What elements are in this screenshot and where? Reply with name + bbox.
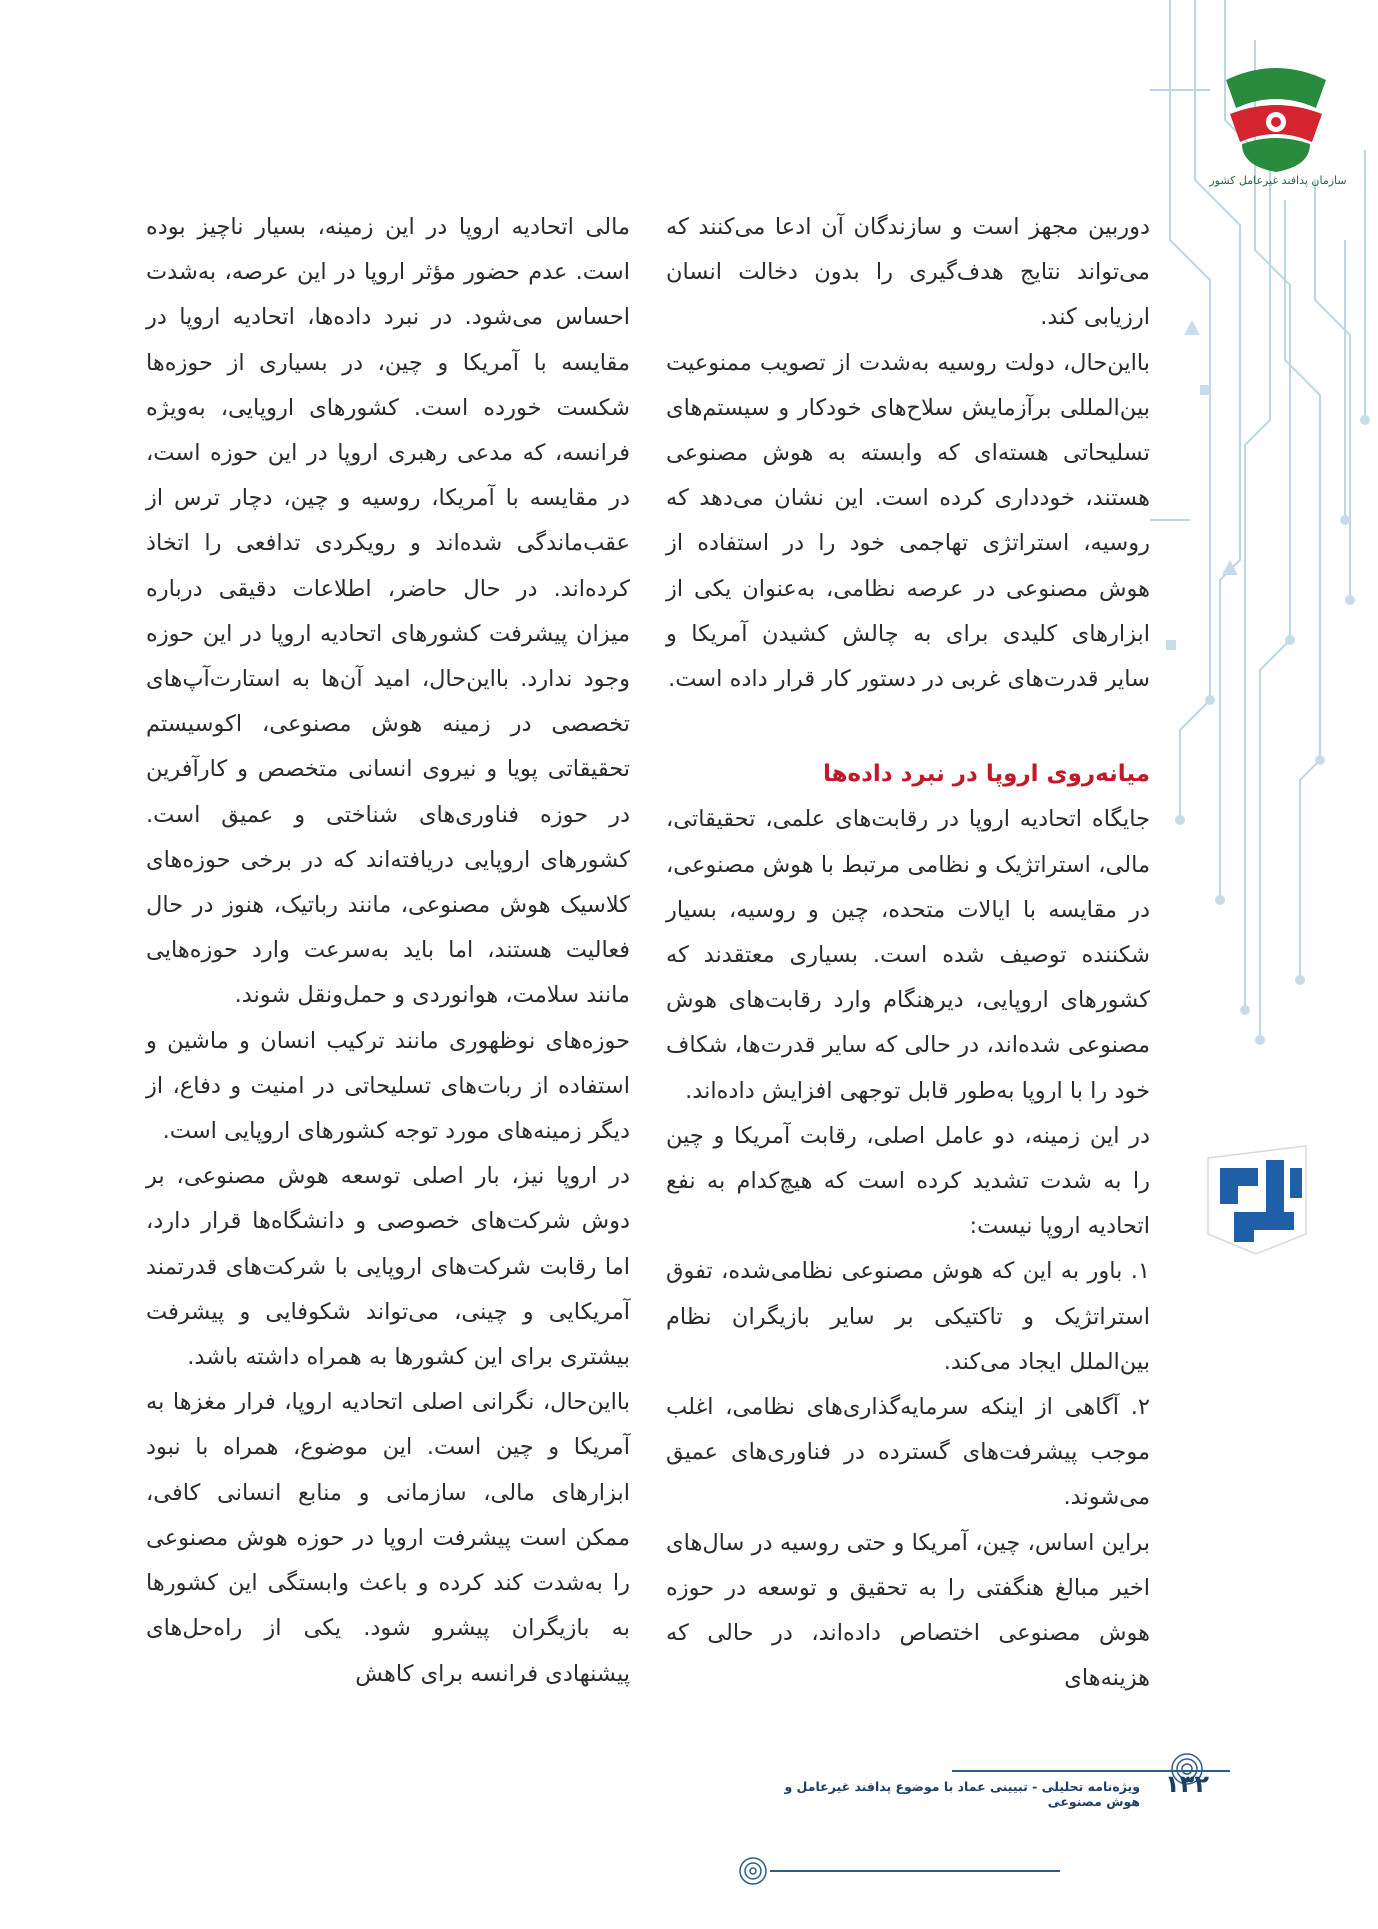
footer-concentric-circles-icon-2 xyxy=(738,1856,768,1886)
paragraph: بااین‌حال، نگرانی اصلی اتحادیه اروپا، فرار مغزها به آمریکا و چین است. این موضوع، همراه با نبود ابزارهای مالی، سازمانی و منابع انسانی کافی، ممکن است پیشرفت اروپا در حوزه هوش مصنوعی را به‌شدت کند کرده و باعث وابستگی این کشورها به بازیگران پیشرو شود. یکی از راه‌حل‌های پیشنهادی فرانسه برای کاهش xyxy=(146,1389,630,1687)
paragraph: در اروپا نیز، بار اصلی توسعه هوش مصنوعی، بر دوش شرکت‌های خصوصی و دانشگاه‌ها قرار دارد، اما رقابت شرکت‌های اروپایی با شرکت‌های قدرتمند آمریکایی و چینی، می‌تواند شکوفایی و پیشرفت بیشتری برای این کشورها به همراه داشته باشد. xyxy=(146,1163,630,1371)
section-heading: میانه‌روی اروپا در نبرد داده‌ها xyxy=(822,761,1150,788)
paragraph: در این زمینه، دو عامل اصلی، رقابت آمریکا و چین را به شدت تشدید کرده است که هیچ‌کدام به نفع اتحادیه اروپا نیست: xyxy=(666,1122,1150,1240)
page-number: ۱۳۲ xyxy=(1165,1770,1209,1798)
left-text-column xyxy=(146,205,630,1697)
paragraph: براین اساس، چین، آمریکا و حتی روسیه در سال‌های اخیر مبالغ هنگفتی را به تحقیق و توسعه در حوزه هوش مصنوعی اختصاص داده‌اند، در حالی که هزینه‌های xyxy=(666,1529,1150,1692)
list-item: ۱. باور به این که هوش مصنوعی نظامی‌شده، تفوق استراتژیک و تاکتیکی بر سایر بازیگران نظام بین‌الملل ایجاد می‌کند. xyxy=(666,1258,1150,1375)
list-item: ۲. آگاهی از اینکه سرمایه‌گذاری‌های نظامی، اغلب موجب پیشرفت‌های گسترده در فناوری‌های عمیق می‌شوند. xyxy=(666,1394,1150,1511)
paragraph: بااین‌حال، دولت روسیه به‌شدت از تصویب ممنوعیت بین‌المللی برآزمایش سلاح‌های خودکار و سیستم‌های تسلیحاتی هسته‌ای که وابسته به هوش مصنوعی هستند، خودداری کرده است. این نشان می‌دهد که روسیه، استراتژی تهاجمی خود را در استفاده از هوش مصنوعی در عرصه نظامی، به‌عنوان یکی از ابزارهای کلیدی برای به چالش کشیدن آمریکا و سایر قدرت‌های غربی در دستور کار قرار داده است. xyxy=(666,349,1150,693)
paragraph: دوربین مجهز است و سازندگان آن ادعا می‌کنند که می‌تواند نتایج هدف‌گیری را بدون دخالت انسان ارزیابی کند. xyxy=(666,214,1150,331)
footer-divider-lower xyxy=(770,1870,1060,1872)
emad-logo xyxy=(1198,1138,1316,1258)
footer-publication-title: ویژه‌نامه تحلیلی - تبیینی عماد با موضوع پدافند غیرعامل و هوش مصنوعی xyxy=(784,1779,1140,1809)
paragraph: جایگاه اتحادیه اروپا در رقابت‌های علمی، تحقیقاتی، مالی، استراتژیک و نظامی مرتبط با هوش مصنوعی، در مقایسه با ایالات متحده، چین و روسیه، بسیار شکننده توصیف شده است. بسیاری معتقدند که کشورهای اروپایی، دیرهنگام وارد رقابت‌های هوش مصنوعی شده‌اند، در حالی که سایر قدرت‌ها، شکاف خود را با اروپا به‌طور قابل توجهی افزایش داده‌اند. xyxy=(666,806,1150,1104)
organization-caption: سازمان پدافند غیرعامل کشور xyxy=(1209,174,1347,187)
paragraph: مالی اتحادیه اروپا در این زمینه، بسیار ناچیز بوده است. عدم حضور مؤثر اروپا در این عرصه، به‌شدت احساس می‌شود. در نبرد داده‌ها، اتحادیه اروپا در مقایسه با آمریکا و چین، در بسیاری از حوزه‌ها شکست خورده است. کشورهای اروپایی، به‌ویژه فرانسه، که مدعی رهبری اروپا در این حوزه است، در مقایسه با آمریکا، روسیه و چین، دچار ترس از عقب‌ماندگی شده‌اند و رویکردی تدافعی را اتخاذ کرده‌اند. در حال حاضر، اطلاعات دقیقی درباره میزان پیشرفت کشورهای اتحادیه اروپا در این حوزه وجود ندارد. بااین‌حال، امید آن‌ها به استارت‌آپ‌های تخصصی در زمینه هوش مصنوعی، اکوسیستم تحقیقاتی پویا و نیروی انسانی متخصص و کارآفرین در حوزه فناوری‌های شناختی و عمیق است. کشورهای اروپایی دریافته‌اند که در برخی حوزه‌های کلاسیک هوش مصنوعی، مانند رباتیک، هنوز در حال فعالیت هستند، اما باید به‌سرعت وارد حوزه‌هایی مانند سلامت، هوانوردی و حمل‌ونقل شوند. xyxy=(146,214,630,1009)
right-text-column xyxy=(666,205,1150,1702)
logo-emblem-icon xyxy=(1212,62,1340,174)
emad-calligraphy-icon xyxy=(1198,1138,1316,1258)
organization-logo xyxy=(1209,62,1347,192)
paragraph: حوزه‌های نوظهوری مانند ترکیب انسان و ماشین و استفاده از ربات‌های تسلیحاتی در امنیت و دفاع، از دیگر زمینه‌های مورد توجه کشورهای اروپایی است. xyxy=(146,1027,630,1145)
